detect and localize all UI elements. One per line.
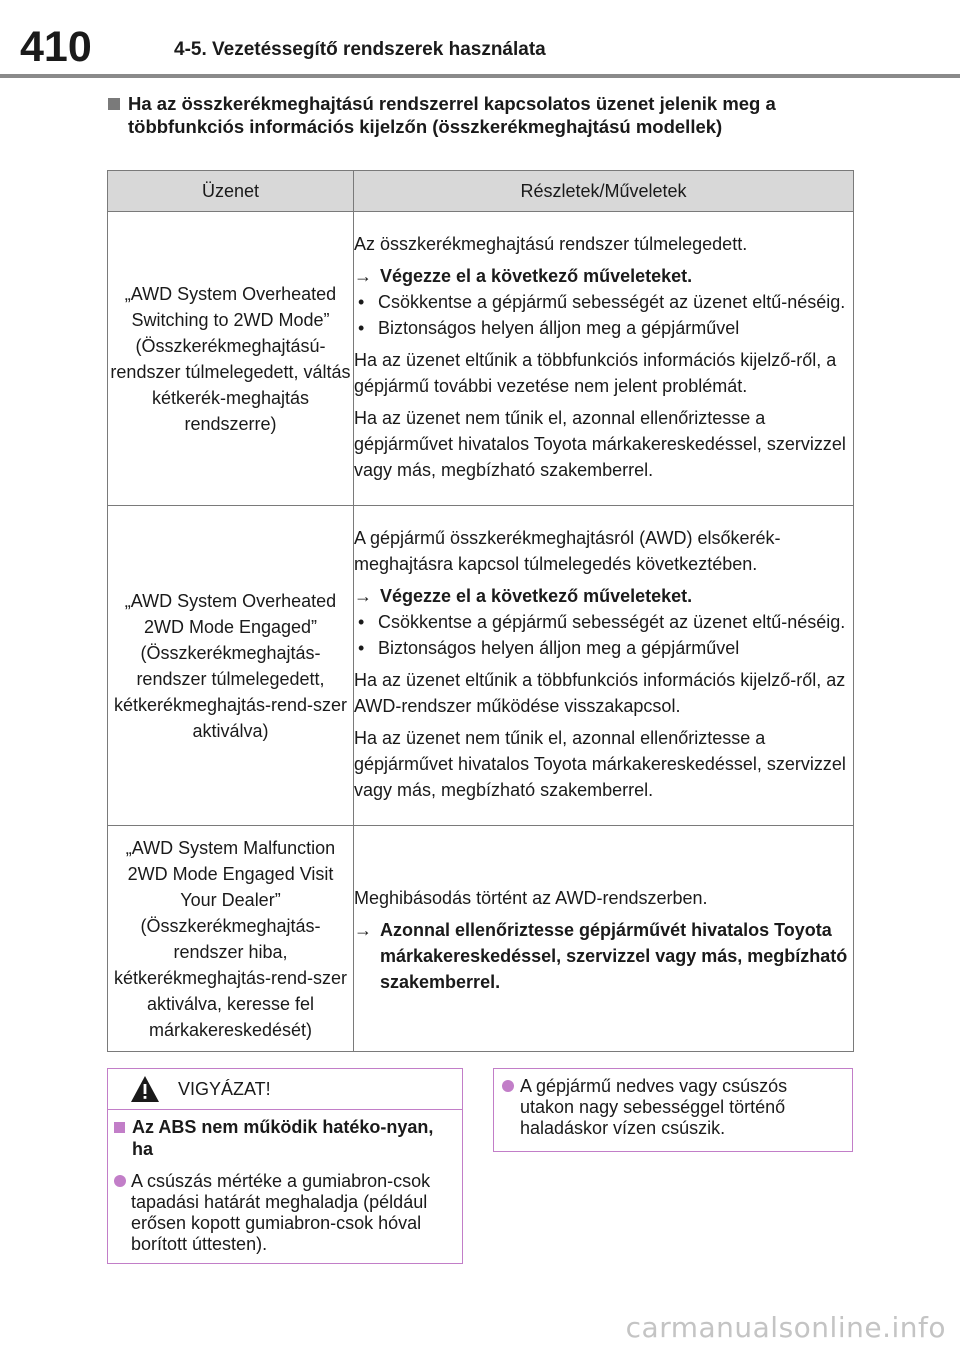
caution-item: A gépjármű nedves vagy csúszós utakon nagy sebességgel történő haladáskor vízen csúszik. (502, 1076, 842, 1139)
caution-continuation-box (493, 1068, 853, 1152)
details-paragraph: Ha az üzenet nem tűnik el, azonnal ellenőriztesse a gépjárművet hivatalos Toyota márkakereskedéssel, szervizzel vagy más, megbízható szakemberrel. (354, 727, 846, 800)
column-header-message: Üzenet (108, 171, 354, 212)
details-cell (354, 826, 854, 1052)
details-intro: Az összkerékmeghajtású rendszer túlmelegedett. (354, 233, 748, 254)
action-line (354, 583, 853, 609)
action-line (354, 263, 853, 289)
table-row (108, 506, 854, 826)
action-list (354, 609, 853, 661)
message-table (107, 170, 854, 1052)
warning-triangle-icon (130, 1075, 160, 1103)
details-paragraph: Ha az üzenet eltűnik a többfunkciós információs kijelző-ről, az AWD-rendszer működése visszakapcsol. (354, 669, 846, 716)
details-cell (354, 506, 854, 826)
action-line (354, 917, 853, 995)
chapter-title: 4-5. Vezetéssegítő rendszerek használata (174, 39, 546, 60)
message-cell: „AWD System Overheated Switching to 2WD Mode” (Összkerékmeghajtású-rendszer túlmelegedett, váltás kétkerék-meghajtás rendszerre) (108, 212, 354, 506)
table-row (108, 212, 854, 506)
bullet-icon: • (358, 637, 365, 658)
bullet-icon: • (358, 317, 365, 338)
list-item: • Csökkentse a gépjármű sebességét az üzenet eltű-néséig. (354, 289, 853, 315)
details-cell (354, 212, 854, 506)
bullet-icon: • (358, 291, 365, 312)
section-heading-text: Ha az összkerékmeghajtású rendszerrel kapcsolatos üzenet jelenik meg a többfunkciós információs kijelzőn (összkerékmeghajtású modellek) (128, 93, 776, 137)
square-bullet-icon (108, 98, 120, 110)
arrow-icon: → (354, 919, 372, 940)
message-cell: „AWD System Malfunction 2WD Mode Engaged Visit Your Dealer” (Összkerékmeghajtás-rendszer hiba, kétkerékmeghajtás-rend-szer aktiválva, keresse fel márkakereskedését) (108, 826, 354, 1052)
table-row (108, 826, 854, 1052)
message-cell: „AWD System Overheated 2WD Mode Engaged” (Összkerékmeghajtás-rendszer túlmelegedett, kétkerékmeghajtás-rend-szer aktiválva) (108, 506, 354, 826)
action-list (354, 289, 853, 341)
arrow-icon: → (354, 265, 372, 286)
caution-item: A csúszás mértéke a gumiabron-csok tapadási határát meghaladja (például erősen kopott gumiabron-csok hóval borított úttesten). (114, 1171, 450, 1255)
table-header-row (108, 171, 854, 212)
caution-header (108, 1069, 462, 1110)
circle-bullet-icon (502, 1080, 514, 1092)
action-text: Végezze el a következő műveleteket. (380, 585, 693, 606)
bullet-icon: • (358, 611, 365, 632)
details-paragraph: Ha az üzenet eltűnik a többfunkciós információs kijelző-ről, a gépjármű további vezetése nem jelent problémát. (354, 349, 837, 396)
action-text: Azonnal ellenőriztesse gépjárművét hivatalos Toyota márkakereskedéssel, szervizzel vagy más, megbízható szakemberrel. (380, 919, 848, 992)
arrow-icon: → (354, 585, 372, 606)
list-item: • Biztonságos helyen álljon meg a gépjárművel (354, 315, 853, 341)
caution-subheading: Az ABS nem működik hatéko-nyan, ha (114, 1116, 444, 1160)
header-divider (0, 74, 960, 78)
column-header-details: Részletek/Műveletek (354, 171, 854, 212)
action-text: Végezze el a következő műveleteket. (380, 265, 693, 286)
watermark: carmanualsonline.info (625, 1311, 946, 1344)
square-bullet-icon (114, 1122, 125, 1133)
list-item: • Csökkentse a gépjármű sebességét az üzenet eltű-néséig. (354, 609, 853, 635)
page-number: 410 (20, 23, 92, 71)
list-item: • Biztonságos helyen álljon meg a gépjárművel (354, 635, 853, 661)
details-paragraph: Ha az üzenet nem tűnik el, azonnal ellenőriztesse a gépjárművet hivatalos Toyota márkakereskedéssel, szervizzel vagy más, megbízható szakemberrel. (354, 407, 846, 480)
details-intro: A gépjármű összkerékmeghajtásról (AWD) elsőkerék-meghajtásra kapcsol túlmelegedés következtében. (354, 527, 781, 574)
details-intro: Meghibásodás történt az AWD-rendszerben. (354, 887, 708, 908)
caution-title: VIGYÁZAT! (178, 1079, 271, 1099)
section-heading (108, 92, 848, 138)
circle-bullet-icon (114, 1175, 126, 1187)
caution-box (107, 1068, 463, 1264)
